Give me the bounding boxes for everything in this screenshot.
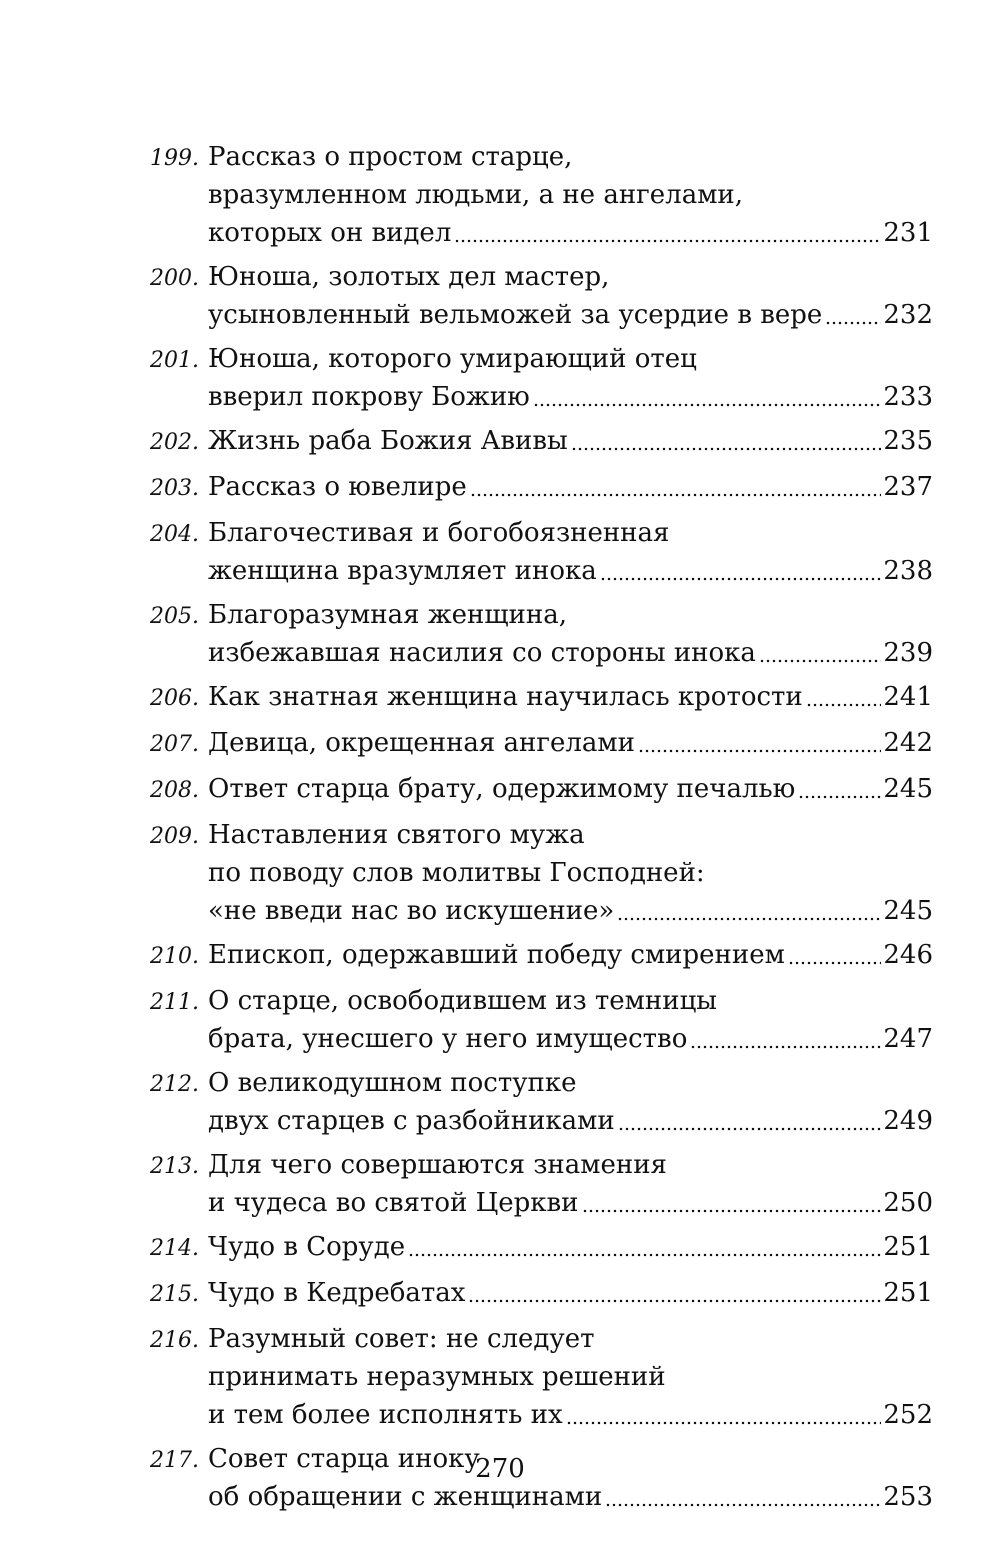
entry-number: 208. [150,778,199,803]
dot-leader [571,447,882,451]
dot-leader [788,961,882,965]
entry-title-line: по поводу слов молитвы Господней: [208,858,705,888]
entry-title-line: Для чего совершаются знамения [208,1150,667,1180]
entry-number: 211. [150,990,199,1015]
entry-body [208,724,933,762]
entry-last-line [208,936,933,974]
entry-title-line: избежавшая насилия со стороны инока [208,638,756,668]
entry-body [208,936,933,974]
entry-body [208,982,933,1058]
entry-title-line: Чудо в Соруде [208,1232,406,1262]
toc-entry [150,1274,933,1314]
entry-last-line [208,1274,933,1312]
entry-title-line: Рассказ о простом старце, [208,142,573,172]
entry-last-line [208,378,933,416]
entry-page-number: 247 [883,1024,933,1054]
entry-last-line [208,296,933,334]
entry-page-number: 245 [883,896,933,926]
dot-leader [605,1503,881,1507]
dot-leader [533,403,882,407]
entry-title-line: Благоразумная женщина, [208,600,567,630]
entry-title-line: Юноша, золотых дел мастер, [208,262,610,292]
entry-last-line [208,724,933,762]
entry-number: 216. [150,1328,199,1353]
toc-entry [150,596,933,672]
entry-body [208,468,933,506]
entry-title-line: вразумленном людьми, а не ангелами, [208,180,744,210]
entry-page-number: 232 [883,300,933,330]
entry-number: 215. [150,1282,199,1307]
entry-title-line: Епископ, одержавший победу смирением [208,940,785,970]
entry-number: 203. [150,476,199,501]
entry-last-line [208,214,933,252]
toc-entry [150,422,933,462]
entry-title-line: двух старцев с разбойниками [208,1106,615,1136]
entry-number: 205. [150,604,199,629]
toc-entry [150,1320,933,1434]
toc-entry [150,514,933,590]
toc-entry [150,138,933,252]
entry-title-line: Как знатная женщина научилась кротости [208,682,803,712]
entry-title-line: Юноша, которого умирающий отец [208,344,697,374]
toc-entry [150,258,933,334]
entry-body [208,1228,933,1266]
entry-page-number: 245 [883,774,933,804]
dot-leader [617,917,881,921]
entry-last-line [208,468,933,506]
entry-number: 200. [150,266,199,291]
entry-body [208,138,933,252]
entry-last-line [208,1396,933,1434]
entry-last-line [208,678,933,716]
entry-body [208,1320,933,1434]
toc-entry [150,1228,933,1268]
entry-last-line [208,770,933,808]
entry-last-line [208,1184,933,1222]
page-number: 270 [475,1454,525,1484]
entry-title-line: Благочестивая и богобоязненная [208,518,670,548]
entry-page-number: 250 [883,1188,933,1218]
toc-entry [150,678,933,718]
entry-body [208,1274,933,1312]
dot-leader [582,1209,882,1213]
entry-last-line [208,422,933,460]
entry-page-number: 249 [883,1106,933,1136]
entry-page-number: 233 [883,382,933,412]
entry-title-line: Ответ старца брату, одержимому печалью [208,774,796,804]
entry-number: 209. [150,824,199,849]
entry-page-number: 242 [883,728,933,758]
entry-body [208,678,933,716]
toc-entry [150,1064,933,1140]
entry-page-number: 231 [883,218,933,248]
entry-last-line [208,892,933,930]
entry-last-line [208,1020,933,1058]
dot-leader [470,493,882,497]
entry-page-number: 241 [883,682,933,712]
dot-leader [798,795,881,799]
entry-title-line: принимать неразумных решений [208,1362,666,1392]
entry-title-line: женщина вразумляет инока [208,556,597,586]
entry-title-line: Рассказ о ювелире [208,472,467,502]
entry-title-line: брата, унесшего у него имущество [208,1024,688,1054]
entry-body [208,596,933,672]
entry-page-number: 252 [883,1400,933,1430]
dot-leader [408,1253,881,1257]
entry-title-line: усыновленный вельможей за усердие в вере [208,300,823,330]
dot-leader [759,659,881,663]
dot-leader [566,1421,882,1425]
entry-body [208,340,933,416]
dot-leader [638,749,881,753]
entry-body [208,770,933,808]
entry-number: 204. [150,522,199,547]
entry-body [208,514,933,590]
entry-number: 207. [150,732,199,757]
entry-title-line: Чудо в Кедребатах [208,1278,466,1308]
entry-page-number: 253 [883,1482,933,1512]
entry-page-number: 251 [883,1232,933,1262]
entry-body [208,422,933,460]
dot-leader [454,239,881,243]
entry-body [208,816,933,930]
entry-title-line: об обращении с женщинами [208,1482,603,1512]
entry-last-line [208,1228,933,1266]
dot-leader [600,577,882,581]
entry-page-number: 251 [883,1278,933,1308]
toc-entry [150,936,933,976]
entry-number: 213. [150,1154,199,1179]
toc-entry [150,1146,933,1222]
toc-entry [150,468,933,508]
entry-page-number: 238 [883,556,933,586]
entry-page-number: 235 [883,426,933,456]
entry-last-line [208,552,933,590]
entry-body [208,1146,933,1222]
entry-page-number: 239 [883,638,933,668]
toc-entry [150,982,933,1058]
toc-entry [150,816,933,930]
entry-body [208,258,933,334]
entry-last-line [208,1102,933,1140]
dot-leader [690,1045,881,1049]
entry-title-line: и тем более исполнять их [208,1400,563,1430]
entry-number: 206. [150,686,199,711]
entry-number: 212. [150,1072,199,1097]
entry-title-line: Девица, окрещенная ангелами [208,728,635,758]
entry-title-line: О великодушном поступке [208,1068,577,1098]
dot-leader [825,321,881,325]
entry-number: 210. [150,944,199,969]
entry-title-line: О старце, освободившем из темницы [208,986,717,1016]
toc-entry [150,724,933,764]
entry-number: 214. [150,1236,199,1261]
toc-entry [150,770,933,810]
entry-page-number: 246 [883,940,933,970]
entry-number: 201. [150,348,199,373]
dot-leader [806,703,882,707]
entry-number: 217. [150,1448,199,1473]
entry-title-line: вверил покрову Божию [208,382,530,412]
dot-leader [618,1127,882,1131]
table-of-contents [150,138,933,1522]
entry-page-number: 237 [883,472,933,502]
entry-title-line: Разумный совет: не следует [208,1324,595,1354]
entry-body [208,1064,933,1140]
entry-last-line [208,634,933,672]
entry-number: 199. [150,146,199,171]
entry-title-line: и чудеса во святой Церкви [208,1188,579,1218]
entry-number: 202. [150,430,199,455]
entry-title-line: Совет старца иноку [208,1444,480,1474]
entry-title-line: Жизнь раба Божия Авивы [208,426,568,456]
toc-entry [150,340,933,416]
entry-title-line: Наставления святого мужа [208,820,585,850]
dot-leader [468,1299,881,1303]
entry-title-line: которых он видел [208,218,452,248]
entry-title-line: «не введи нас во искушение» [208,896,615,926]
